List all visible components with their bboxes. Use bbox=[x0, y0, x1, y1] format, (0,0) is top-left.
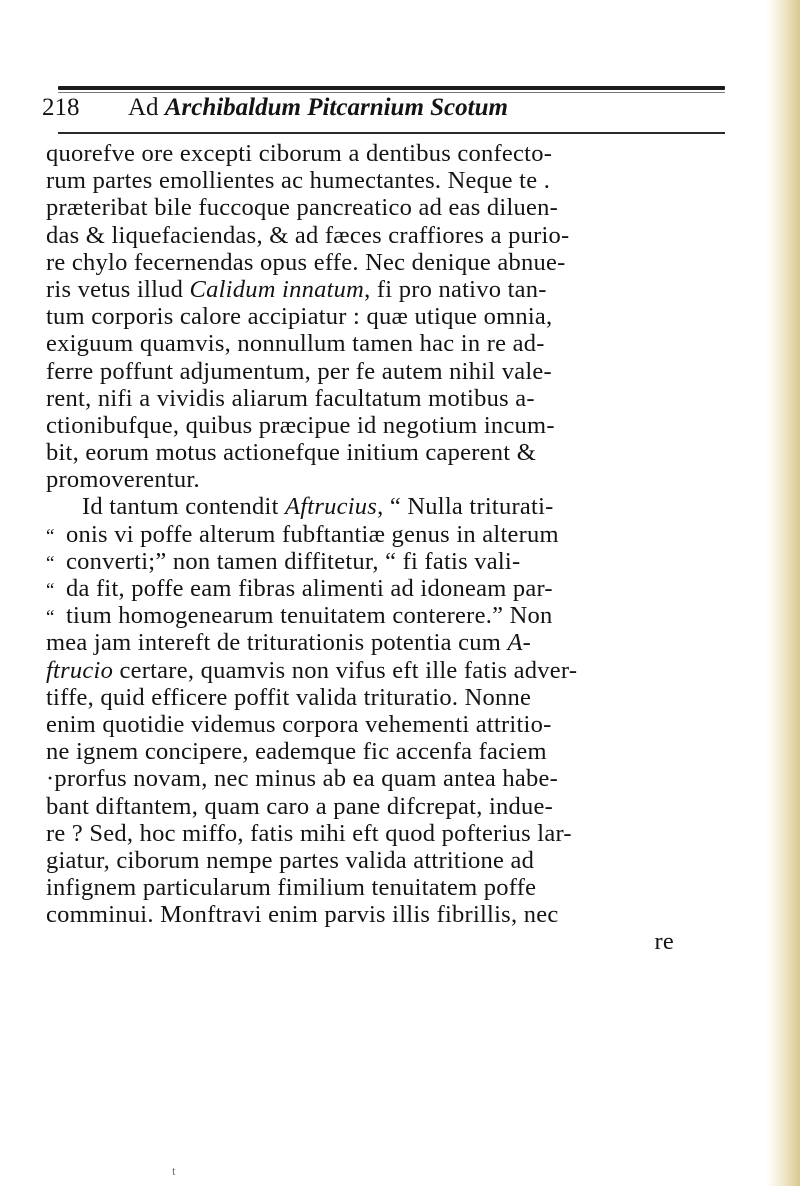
text-line: Id tantum contendit Aftrucius, “ Nulla triturati- bbox=[82, 493, 554, 521]
quote-mark: “ bbox=[46, 525, 55, 547]
text-line: re ? Sed, hoc miffo, fatis mihi eft quod pofterius lar- bbox=[46, 819, 572, 847]
quote-mark: “ bbox=[46, 552, 55, 574]
top-rule bbox=[58, 86, 725, 90]
text-line: “ tium homogenearum tenuitatem conterere.” Non bbox=[46, 602, 766, 629]
running-title-prefix: Ad bbox=[128, 94, 159, 121]
text-line: mea jam intereft de triturationis potentia cum A- bbox=[46, 629, 532, 657]
page-edge bbox=[766, 0, 800, 1186]
quote-mark: “ bbox=[46, 580, 55, 601]
text-line: ctionibufque, quibus præcipue id negotium incum- bbox=[46, 411, 555, 439]
text-line: enim quotidie videmus corpora vehementi attritio- bbox=[46, 710, 552, 738]
italic-phrase: Calidum innatum bbox=[189, 275, 365, 303]
text-line: ftrucio certare, quamvis non vifus eft ille fatis adver- bbox=[46, 656, 578, 684]
text-line: comminui. Monftravi enim parvis illis fibrillis, nec bbox=[46, 901, 559, 929]
text-line: exiguum quamvis, nonnullum tamen hac in re ad- bbox=[46, 330, 545, 358]
text-line: giatur, ciborum nempe partes valida attritione ad bbox=[46, 846, 535, 874]
text-line: ·prorfus novam, nec minus ab ea quam antea habe- bbox=[46, 765, 559, 793]
text-line: ris vetus illud Calidum innatum, fi pro nativo tan- bbox=[46, 275, 547, 303]
text-line: quorefve ore excepti ciborum a dentibus confecto- bbox=[46, 140, 553, 167]
text-line: infignem particularum fimilium tenuitatem poffe bbox=[46, 874, 537, 902]
text-line: promoverentur. bbox=[46, 466, 200, 494]
running-header bbox=[42, 94, 722, 128]
text-line: ne ignem concipere, eademque fic accenfa faciem bbox=[46, 738, 547, 766]
text-line: bit, eorum motus actionefque initium caperent & bbox=[46, 439, 537, 467]
stray-mark: t bbox=[172, 1163, 176, 1178]
header-rule bbox=[58, 132, 725, 134]
italic-name: Aftrucius bbox=[285, 493, 378, 521]
text-line: tum corporis calore accipiatur : quæ utique omnia, bbox=[46, 303, 553, 331]
text-line: præteribat bile fuccoque pancreatico ad eas diluen- bbox=[46, 194, 559, 222]
italic-name: A- bbox=[507, 629, 532, 657]
text-line: rum partes emollientes ac humectantes. Neque te . bbox=[46, 167, 551, 195]
text-line: re chylo fecernendas opus effe. Nec denique abnue- bbox=[46, 248, 566, 276]
text-line: bant diftantem, quam caro a pane difcrepat, indue- bbox=[46, 792, 554, 820]
catchword: re bbox=[654, 928, 674, 956]
top-rule-thin bbox=[58, 92, 725, 93]
text-line: tiffe, quid efficere poffit valida trituratio. Nonne bbox=[46, 683, 532, 711]
text-line: “ da fit, poffe eam fibras alimenti ad idoneam par- bbox=[46, 575, 766, 602]
quote-mark: “ bbox=[46, 607, 55, 629]
text-line: ferre poffunt adjumentum, per fe autem nihil vale- bbox=[46, 357, 552, 385]
text-line: “ onis vi poffe alterum fubftantiæ genus in alterum bbox=[46, 521, 766, 548]
text-line: rent, nifi a vividis aliarum facultatum motibus a- bbox=[46, 384, 535, 412]
text-line: “ converti;” non tamen diffitetur, “ fi fatis vali- bbox=[46, 548, 766, 575]
italic-name: ftrucio bbox=[46, 656, 114, 684]
page-number: 218 bbox=[42, 94, 80, 121]
running-title bbox=[128, 94, 508, 122]
running-title-italic: Archibaldum Pitcarnium Scotum bbox=[164, 94, 508, 121]
text-line: das & liquefaciendas, & ad fæces craffiores a purio- bbox=[46, 221, 570, 249]
body-text bbox=[46, 140, 766, 956]
